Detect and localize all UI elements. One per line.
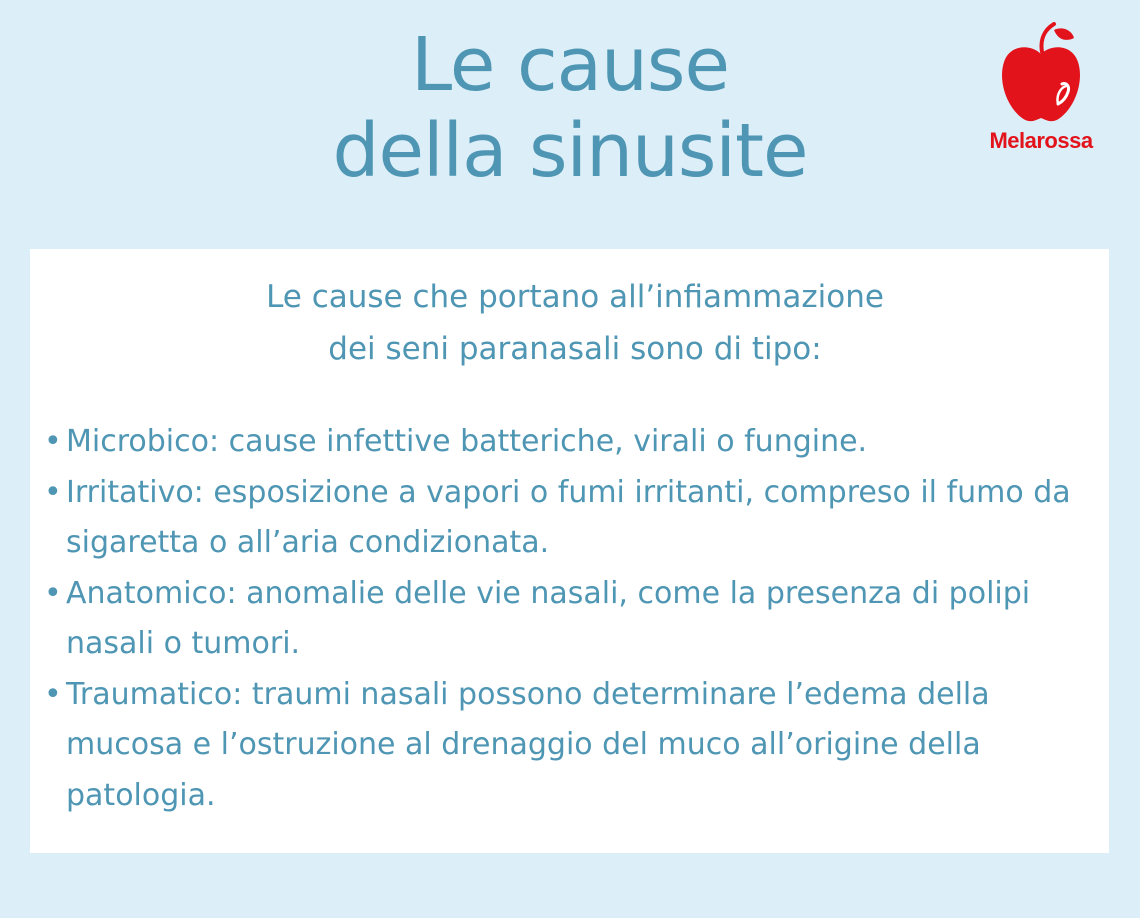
cause-text-anatomico: Anatomico: anomalie delle vie nasali, come la presenza di polipi nasali o tumori. <box>66 575 1031 661</box>
intro-text <box>30 271 1120 375</box>
intro-line-1: Le cause che portano all’infiammazione <box>266 279 884 315</box>
cause-text-traumatico: Traumatico: traumi nasali possono determinare l’edema della mucosa e l’ostruzione al drenaggio del muco all’origine della patologia. <box>66 676 990 813</box>
logo-text: Melarossa <box>989 128 1093 153</box>
bullet: • <box>44 575 62 611</box>
bullet: • <box>44 424 62 459</box>
cause-text-microbico: Microbico: cause infettive batteriche, virali o fungine. <box>66 424 868 459</box>
melarossa-logo <box>968 22 1114 172</box>
list-item <box>44 670 1104 822</box>
content-card <box>30 249 1109 853</box>
bullet: • <box>44 474 62 510</box>
list-item <box>44 417 1104 468</box>
list-item <box>44 468 1104 569</box>
title-line-2: della sinusite <box>332 108 808 194</box>
list-item <box>44 569 1104 670</box>
bullet: • <box>44 676 62 712</box>
title-line-1: Le cause <box>411 22 729 108</box>
causes-list <box>44 417 1104 821</box>
intro-line-2: dei seni paranasali sono di tipo: <box>328 331 822 367</box>
apple-icon <box>996 22 1086 126</box>
cause-text-irritativo: Irritativo: esposizione a vapori o fumi irritanti, compreso il fumo da sigaretta o all’aria condizionata. <box>66 474 1071 560</box>
